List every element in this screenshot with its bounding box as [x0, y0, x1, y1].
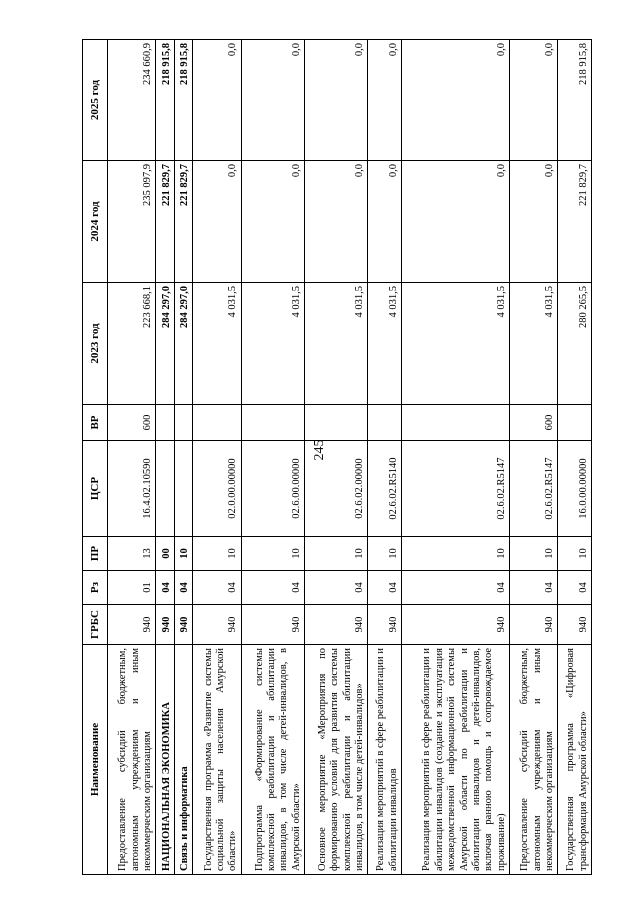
cell-vr [305, 405, 368, 441]
cell-csr: 16.0.00.00000 [558, 441, 592, 537]
cell-pr: 10 [174, 537, 193, 571]
cell-rz: 01 [108, 571, 156, 605]
cell-y2024: 0,0 [401, 161, 509, 283]
cell-y2023: 280 265,5 [558, 283, 592, 405]
column-header: ЦСР [83, 441, 108, 537]
table-row [193, 40, 241, 875]
cell-grbs: 940 [156, 605, 175, 645]
table-row [156, 40, 175, 875]
column-header: Наименование [83, 645, 108, 875]
cell-y2025: 218 915,8 [558, 40, 592, 161]
table-row [401, 40, 509, 875]
cell-pr: 10 [305, 537, 368, 571]
cell-y2024: 0,0 [305, 161, 368, 283]
cell-csr: 02.0.00.00000 [193, 441, 241, 537]
cell-vr: 600 [108, 405, 156, 441]
cell-grbs: 940 [241, 605, 304, 645]
cell-pr: 10 [193, 537, 241, 571]
cell-csr: 16.4.02.10590 [108, 441, 156, 537]
cell-name: Предоставление субсидий бюджетным, автономным учреждениям и иным некоммерческим организациям [510, 645, 558, 875]
column-header: 2024 год [83, 161, 108, 283]
cell-csr: 02.6.02.00000 [305, 441, 368, 537]
cell-rz: 04 [193, 571, 241, 605]
cell-rz: 04 [156, 571, 175, 605]
cell-name: Государственная программа «Цифровая трансформация Амурской области» [558, 645, 592, 875]
cell-rz: 04 [558, 571, 592, 605]
cell-vr [193, 405, 241, 441]
cell-grbs: 940 [108, 605, 156, 645]
cell-pr: 10 [241, 537, 304, 571]
header-row [83, 40, 108, 875]
column-header: ВР [83, 405, 108, 441]
cell-y2023: 4 031,5 [401, 283, 509, 405]
cell-y2023: 4 031,5 [510, 283, 558, 405]
cell-vr [401, 405, 509, 441]
cell-y2025: 0,0 [401, 40, 509, 161]
cell-grbs: 940 [510, 605, 558, 645]
cell-vr [174, 405, 193, 441]
column-header: ГРБС [83, 605, 108, 645]
cell-y2024: 221 829,7 [156, 161, 175, 283]
cell-y2023: 4 031,5 [241, 283, 304, 405]
table-row [558, 40, 592, 875]
table-row [368, 40, 401, 875]
cell-rz: 04 [510, 571, 558, 605]
column-header: 2025 год [83, 40, 108, 161]
column-header: 2023 год [83, 283, 108, 405]
cell-pr: 10 [368, 537, 401, 571]
cell-vr: 600 [510, 405, 558, 441]
page-number: 245 [312, 439, 327, 461]
cell-y2025: 218 915,8 [174, 40, 193, 161]
cell-y2023: 284 297,0 [174, 283, 193, 405]
cell-y2024: 0,0 [368, 161, 401, 283]
cell-rz: 04 [174, 571, 193, 605]
cell-rz: 04 [401, 571, 509, 605]
cell-y2025: 234 660,9 [108, 40, 156, 161]
cell-name: Реализация мероприятий в сфере реабилитации и абилитации инвалидов (создание и эксплуатация межведомственной информационной системы Амурской области по реабилитации и абилитации инвалидов и детей-инвалидов, включая ранною помощь и сопровождаемое проживание) [401, 645, 509, 875]
cell-vr [558, 405, 592, 441]
cell-csr [156, 441, 175, 537]
cell-name: Предоставление субсидий бюджетным, автономным учреждениям и иным некоммерческим организациям [108, 645, 156, 875]
cell-grbs: 940 [305, 605, 368, 645]
cell-pr: 13 [108, 537, 156, 571]
cell-y2025: 0,0 [510, 40, 558, 161]
table-body [108, 40, 592, 875]
table-area [82, 40, 592, 875]
cell-csr: 02.6.02.R5140 [368, 441, 401, 537]
cell-name: Государственная программа «Развитие системы социальной защиты населения Амурской области» [193, 645, 241, 875]
cell-rz: 04 [368, 571, 401, 605]
cell-y2025: 0,0 [193, 40, 241, 161]
cell-y2023: 4 031,5 [305, 283, 368, 405]
cell-y2023: 223 668,1 [108, 283, 156, 405]
cell-name: Основное мероприятие «Мероприятия по формированию условий для развития системы комплексной реабилитации и абилитации инвалидов, в том числе детей-инвалидов» [305, 645, 368, 875]
cell-pr: 10 [510, 537, 558, 571]
cell-csr: 02.6.02.R5147 [401, 441, 509, 537]
cell-rz: 04 [305, 571, 368, 605]
cell-grbs: 940 [401, 605, 509, 645]
cell-y2024: 0,0 [241, 161, 304, 283]
cell-csr: 02.6.02.R5147 [510, 441, 558, 537]
cell-y2024: 0,0 [193, 161, 241, 283]
cell-y2025: 0,0 [241, 40, 304, 161]
cell-y2024: 0,0 [510, 161, 558, 283]
cell-y2024: 235 097,9 [108, 161, 156, 283]
cell-grbs: 940 [558, 605, 592, 645]
cell-grbs: 940 [368, 605, 401, 645]
column-header: Рз [83, 571, 108, 605]
cell-y2024: 221 829,7 [174, 161, 193, 283]
cell-csr: 02.6.00.00000 [241, 441, 304, 537]
cell-y2023: 284 297,0 [156, 283, 175, 405]
cell-name: Подпрограмма «Формирование системы комплексной реабилитации и абилитации инвалидов, в том числе детей-инвалидов, в Амурской области» [241, 645, 304, 875]
cell-name: Связь и информатика [174, 645, 193, 875]
cell-y2023: 4 031,5 [368, 283, 401, 405]
cell-pr: 10 [558, 537, 592, 571]
cell-grbs: 940 [174, 605, 193, 645]
cell-pr: 10 [401, 537, 509, 571]
cell-y2025: 0,0 [305, 40, 368, 161]
cell-vr [156, 405, 175, 441]
cell-vr [241, 405, 304, 441]
cell-name: НАЦИОНАЛЬНАЯ ЭКОНОМИКА [156, 645, 175, 875]
cell-y2023: 4 031,5 [193, 283, 241, 405]
cell-pr: 00 [156, 537, 175, 571]
table-row [510, 40, 558, 875]
table-row [174, 40, 193, 875]
cell-name: Реализация мероприятий в сфере реабилитации и абилитации инвалидов [368, 645, 401, 875]
table-row [305, 40, 368, 875]
cell-y2025: 0,0 [368, 40, 401, 161]
cell-y2024: 221 829,7 [558, 161, 592, 283]
column-header: ПР [83, 537, 108, 571]
cell-grbs: 940 [193, 605, 241, 645]
cell-rz: 04 [241, 571, 304, 605]
cell-y2025: 218 915,8 [156, 40, 175, 161]
table-row [241, 40, 304, 875]
cell-vr [368, 405, 401, 441]
budget-table [82, 39, 592, 875]
cell-csr [174, 441, 193, 537]
rotated-table-wrapper [82, 40, 592, 875]
table-row [108, 40, 156, 875]
